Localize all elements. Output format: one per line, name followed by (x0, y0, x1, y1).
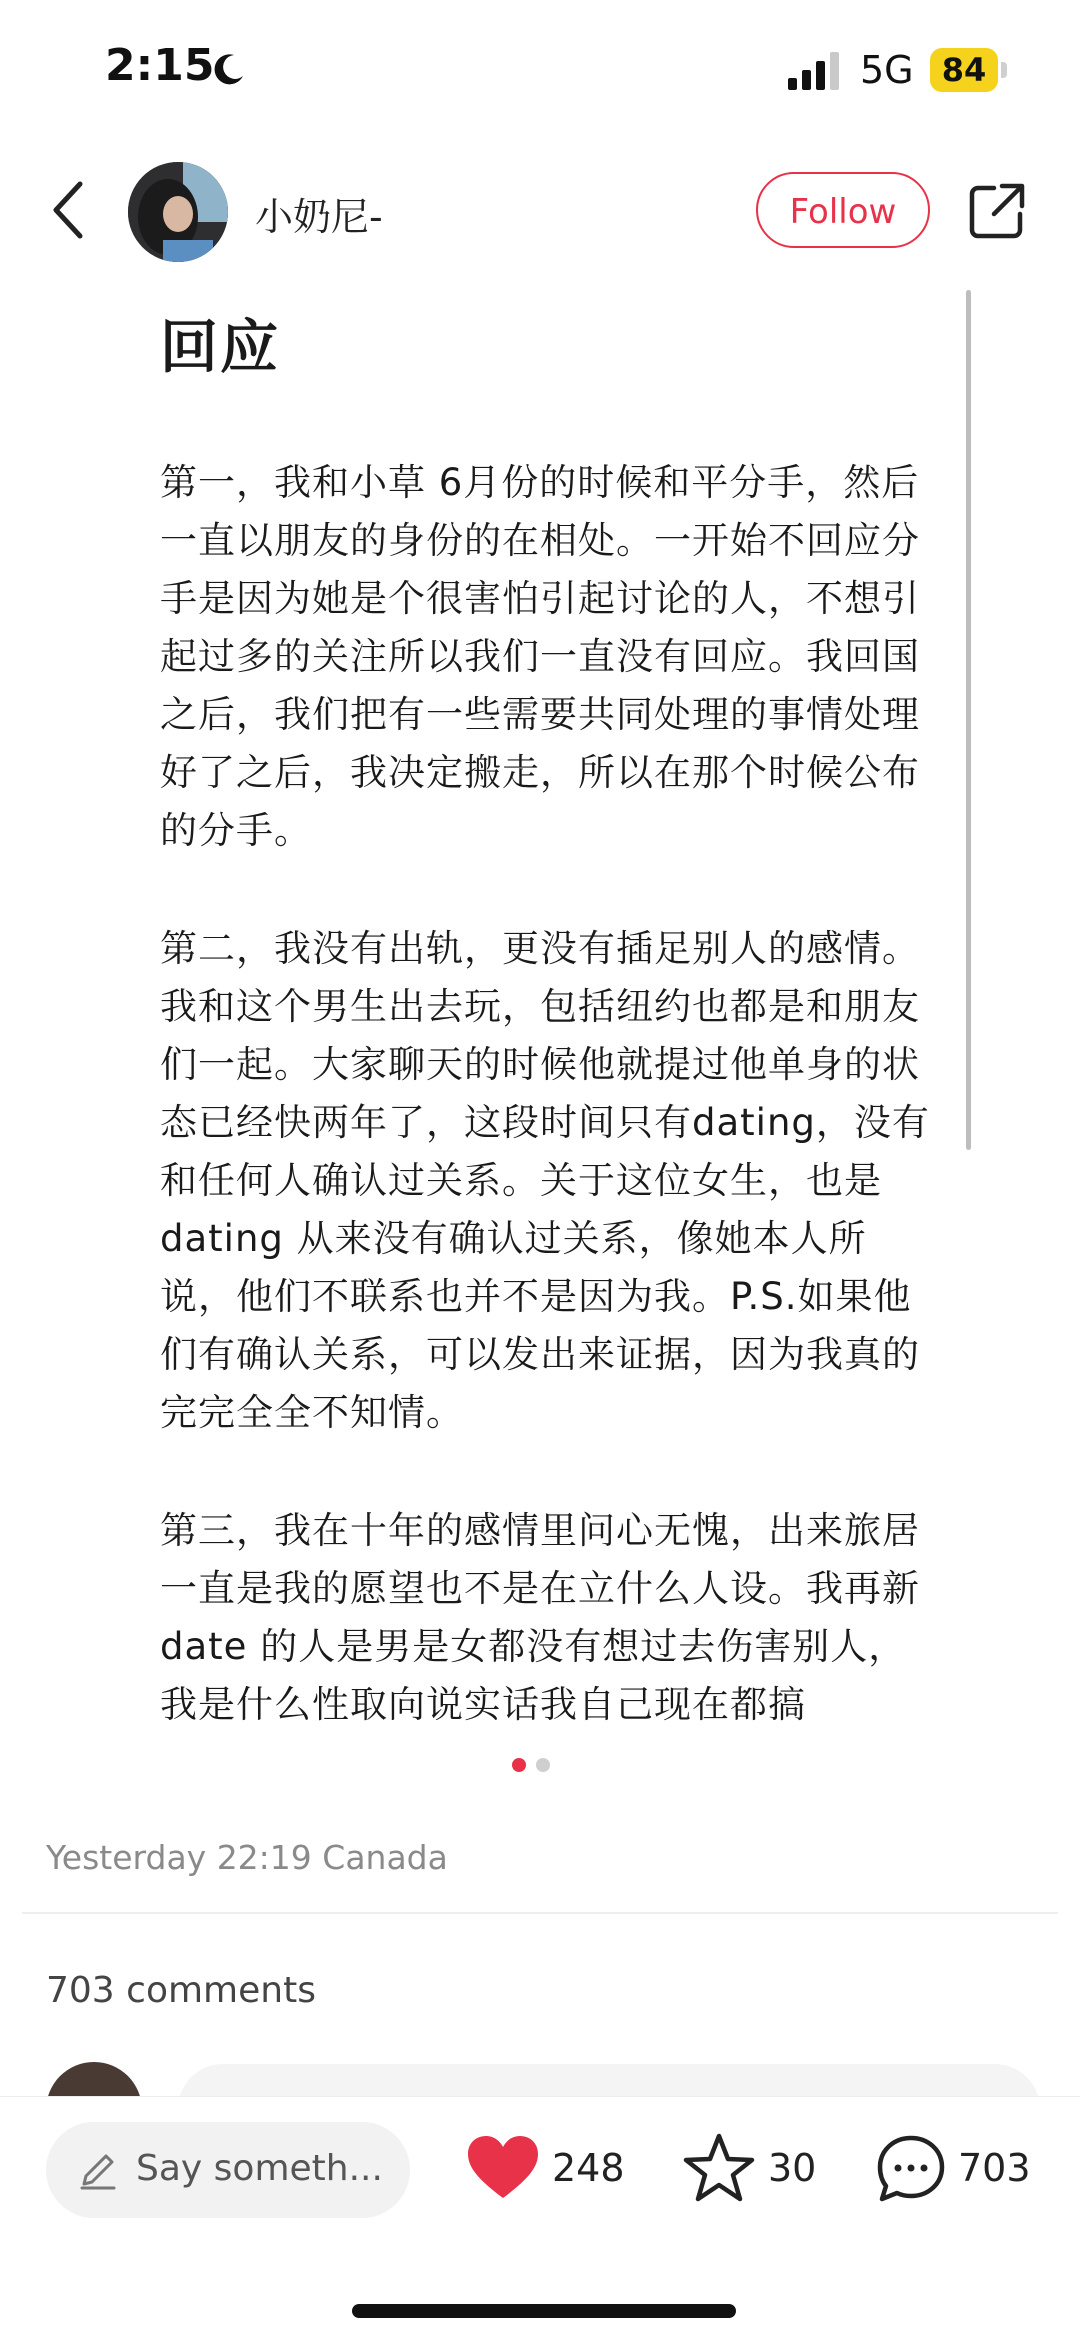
post-paragraph-1: 第一，我和小草 6月份的时候和平分手，然后一直以朋友的身份的在相处。一开始不回应分手是因为她是个很害怕引起讨论的人，不想引起过多的关注所以我们一直没有回应。我回国之后，我们把有一些需要共同处理的事情处理好了之后，我决定搬走，所以在那个时候公布的分手。 (160, 461, 920, 852)
page-indicator[interactable] (512, 1758, 550, 1772)
signal-icon (788, 52, 844, 90)
share-icon[interactable] (966, 180, 1028, 242)
moon-icon (212, 52, 246, 86)
comments-count: 703 comments (46, 1970, 316, 2011)
author-avatar[interactable] (128, 162, 228, 262)
chevron-left-icon[interactable] (48, 180, 88, 240)
star-count: 30 (768, 2146, 817, 2190)
heart-icon[interactable] (466, 2134, 540, 2202)
scrollbar[interactable] (966, 290, 971, 1150)
post-meta: Yesterday 22:19 Canada (46, 1838, 448, 1877)
comment-input[interactable] (46, 2122, 410, 2218)
like-count: 248 (552, 2146, 625, 2190)
comment-bubble-icon[interactable] (874, 2132, 948, 2206)
network-label: 5G (860, 48, 914, 92)
post-content (160, 290, 930, 1734)
battery-indicator: 84 (930, 48, 998, 92)
page-dot[interactable] (536, 1758, 550, 1772)
post-paragraph-3: 第三，我在十年的感情里问心无愧，出来旅居一直是我的愿望也不是在立什么人设。我再新 date 的人是男是女都没有想过去伤害别人，我是什么性取向说实话我自己现在都搞 (160, 1509, 920, 1726)
post-title: 回应 (160, 313, 281, 381)
comment-placeholder: Say someth... (136, 2148, 383, 2189)
battery-tip (1001, 62, 1007, 78)
divider (22, 1912, 1058, 1914)
comment-count: 703 (958, 2146, 1031, 2190)
status-time: 2:15 (105, 40, 215, 91)
author-name[interactable]: 小奶尼- (255, 195, 383, 239)
home-indicator[interactable] (352, 2304, 736, 2318)
page-dot-active[interactable] (512, 1758, 526, 1772)
star-icon[interactable] (682, 2132, 756, 2206)
pencil-icon (76, 2148, 120, 2192)
post-paragraph-2: 第二，我没有出轨，更没有插足别人的感情。我和这个男生出去玩，包括纽约也都是和朋友们一起。大家聊天的时候他就提过他单身的状态已经快两年了，这段时间只有dating，没有和任何人确认过关系。关于这位女生，也是dating 从来没有确认过关系，像她本人所说，他们不联系也并不是因为我。P.S.如果他们有确认关系，可以发出来证据，因为我真的完完全全不知情。 (160, 927, 930, 1434)
follow-button[interactable]: Follow (756, 172, 930, 248)
